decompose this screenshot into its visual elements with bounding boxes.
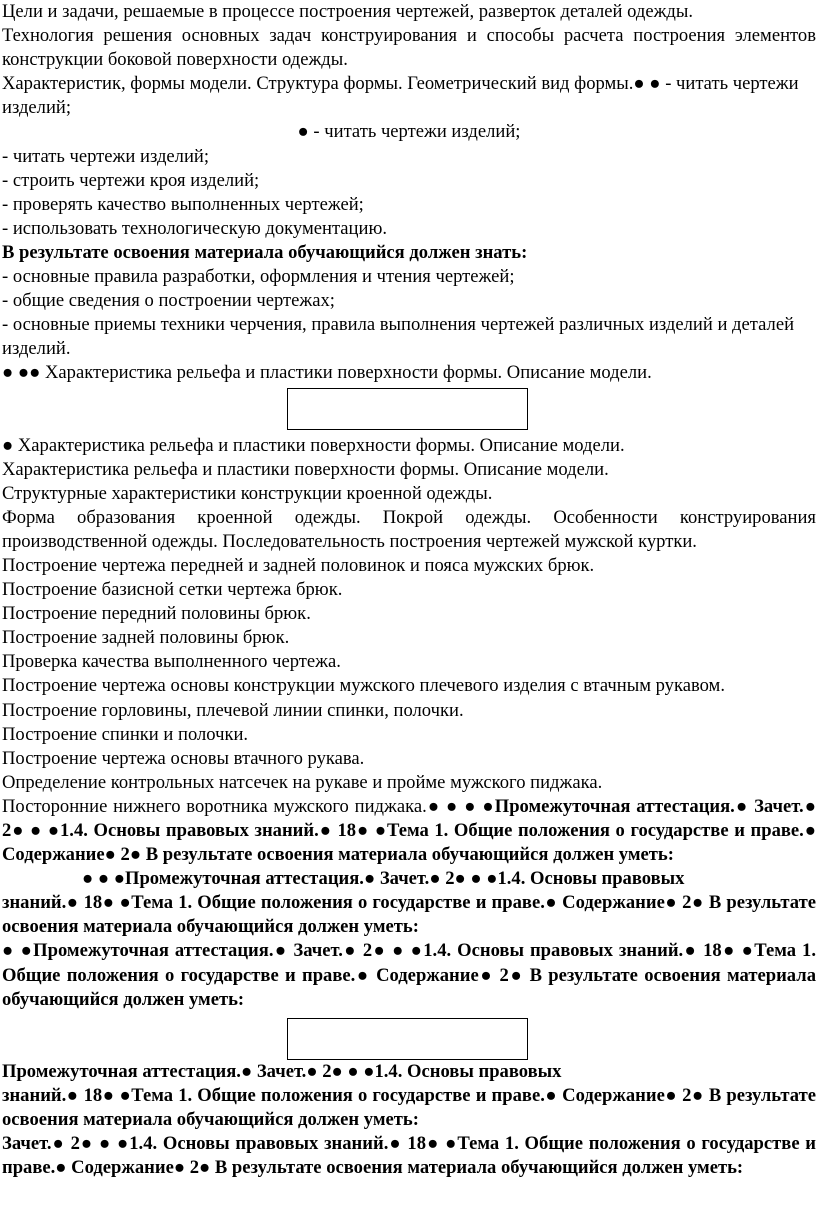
list-item: - проверять качество выполненных чертежей; bbox=[2, 193, 364, 215]
text-line: Построение передний половины брюк. bbox=[2, 603, 311, 625]
text-paragraph: Технология решения основных задач конструирования и способы расчета построения элементов конструкции боковой поверхности одежды. bbox=[2, 25, 816, 71]
bold-paragraph: ● ●Промежуточная аттестация.● Зачет.● 2● ● ●1.4. Основы правовых знаний.● 18● ●Тема 1. Общие положения о государстве и праве.● Содержание● 2● В результате освоения материала обучающийся должен уметь: bbox=[2, 940, 816, 1010]
bold-paragraph: Зачет.● 2● ● ●1.4. Основы правовых знаний.● 18● ●Тема 1. Общие положения о государстве и праве.● Содержание● 2● В результате освоения материала обучающийся должен уметь: bbox=[2, 1133, 816, 1179]
text-line: Структурные характеристики конструкции кроенной одежды. bbox=[2, 482, 493, 504]
bold-paragraph: знаний.● 18● ●Тема 1. Общие положения о государстве и праве.● Содержание● 2● В результате освоения материала обучающийся должен уметь: bbox=[2, 1084, 816, 1130]
bold-span: ● ● ● ●Промежуточная аттестация.● Зачет.● 2● ● ●1.4. Основы правовых знаний.● 18● ●Тема 1. Общие положения о государстве и праве.● Содержание● 2● В результате освоения материала обучающийся должен уметь: bbox=[2, 795, 816, 866]
text-paragraph bbox=[0, 795, 816, 867]
text-line: Характеристика рельефа и пластики поверхности формы. Описание модели. bbox=[2, 458, 609, 480]
empty-box bbox=[287, 1018, 528, 1060]
text-line: ● Характеристика рельефа и пластики поверхности формы. Описание модели. bbox=[2, 434, 625, 456]
text-line: Цели и задачи, решаемые в процессе построения чертежей, разверток деталей одежды. bbox=[2, 1, 694, 22]
empty-box-row bbox=[0, 386, 816, 434]
list-item: - основные приемы техники черчения, правила выполнения чертежей различных изделий и деталей изделий. bbox=[2, 314, 795, 360]
text-paragraph: Форма образования кроенной одежды. Покрой одежды. Особенности конструирования производственной одежды. Последовательность построения чертежей мужской куртки. bbox=[2, 506, 816, 552]
text-line: Построение чертежа передней и задней половинок и пояса мужских брюк. bbox=[2, 554, 595, 576]
text-line: Построение чертежа основы конструкции мужского плечевого изделия с втачным рукавом. bbox=[2, 675, 725, 697]
list-item: - общие сведения о построении чертежах; bbox=[2, 290, 335, 312]
list-item: - основные правила разработки, оформления и чтения чертежей; bbox=[2, 266, 515, 288]
text-line: ● ●● Характеристика рельефа и пластики поверхности формы. Описание модели. bbox=[2, 362, 652, 384]
text-line: Построение горловины, плечевой линии спинки, полочки. bbox=[2, 699, 464, 721]
bold-paragraph: знаний.● 18● ●Тема 1. Общие положения о государстве и праве.● Содержание● 2● В результате освоения материала обучающийся должен уметь: bbox=[2, 892, 816, 938]
text-line: ● - читать чертежи изделий; bbox=[297, 121, 521, 143]
text-line: Построение задней половины брюк. bbox=[2, 627, 290, 649]
text-line: Построение спинки и полочки. bbox=[2, 723, 249, 745]
bold-line: ● ● ●Промежуточная аттестация.● Зачет.● 2● ● ●1.4. Основы правовых bbox=[82, 868, 685, 890]
empty-box-row bbox=[0, 1012, 816, 1060]
empty-box bbox=[287, 388, 528, 430]
text-line: Определение контрольных натсечек на рукаве и пройме мужского пиджака. bbox=[2, 771, 603, 793]
list-item: - читать чертежи изделий; bbox=[2, 145, 210, 167]
text-line: Проверка качества выполненного чертежа. bbox=[2, 651, 341, 673]
text-line: Построение базисной сетки чертежа брюк. bbox=[2, 579, 343, 601]
list-item: - использовать технологическую документацию. bbox=[2, 217, 388, 239]
text-paragraph: Характеристик, формы модели. Структура формы. Геометрический вид формы.● ● - читать чертежи изделий; bbox=[2, 73, 799, 119]
list-item: - строить чертежи кроя изделий; bbox=[2, 169, 260, 191]
bold-line: Промежуточная аттестация.● Зачет.● 2● ● ●1.4. Основы правовых bbox=[2, 1060, 562, 1082]
text-span: Посторонние нижнего воротника мужского пиджака. bbox=[2, 795, 427, 817]
text-line: Построение чертежа основы втачного рукава. bbox=[2, 747, 365, 769]
section-heading: В результате освоения материала обучающийся должен знать: bbox=[2, 241, 528, 263]
